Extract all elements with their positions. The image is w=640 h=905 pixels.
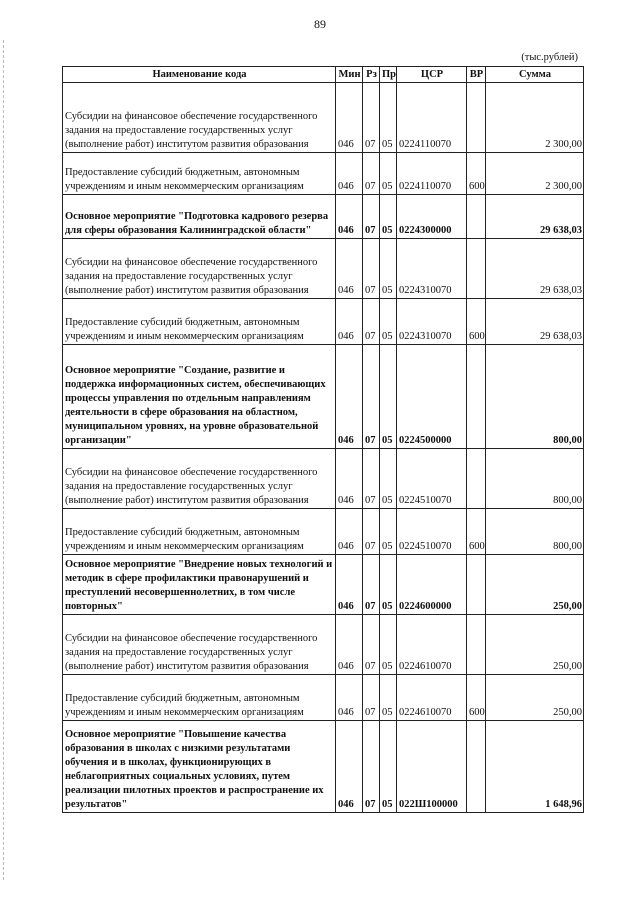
row-vr [467, 195, 486, 239]
table-row [63, 721, 584, 813]
row-csr: 0224510070 [397, 509, 467, 555]
row-sum: 800,00 [486, 449, 584, 509]
row-rz: 07 [363, 299, 380, 345]
row-pr: 05 [380, 675, 397, 721]
row-sum: 1 648,96 [486, 721, 584, 813]
row-vr [467, 83, 486, 153]
table-row [63, 555, 584, 615]
header-min: Мин [336, 67, 363, 83]
row-vr: 600 [467, 509, 486, 555]
row-min: 046 [336, 675, 363, 721]
row-rz: 07 [363, 345, 380, 449]
row-rz: 07 [363, 509, 380, 555]
row-min: 046 [336, 299, 363, 345]
row-rz: 07 [363, 555, 380, 615]
table-header-row [63, 67, 584, 83]
row-min: 046 [336, 239, 363, 299]
row-csr: 0224310070 [397, 299, 467, 345]
table-row [63, 153, 584, 195]
table-row [63, 449, 584, 509]
row-sum: 250,00 [486, 615, 584, 675]
header-vr: ВР [467, 67, 486, 83]
row-min: 046 [336, 509, 363, 555]
row-rz: 07 [363, 449, 380, 509]
row-pr: 05 [380, 615, 397, 675]
table-row [63, 83, 584, 153]
row-name: Субсидии на финансовое обеспечение государственного задания на предоставление государственных услуг (выполнение работ) институтом развития образования [63, 615, 336, 675]
row-rz: 07 [363, 239, 380, 299]
row-csr: 0224500000 [397, 345, 467, 449]
page-number: 89 [314, 17, 326, 31]
row-csr: 0224300000 [397, 195, 467, 239]
row-vr: 600 [467, 299, 486, 345]
row-name: Основное мероприятие "Подготовка кадрового резерва для сферы образования Калининградской области" [63, 195, 336, 239]
row-min: 046 [336, 721, 363, 813]
row-name: Предоставление субсидий бюджетным, автономным учреждениям и иным некоммерческим организациям [63, 299, 336, 345]
row-rz: 07 [363, 153, 380, 195]
budget-table [62, 66, 584, 813]
row-sum: 800,00 [486, 345, 584, 449]
header-name: Наименование кода [63, 67, 336, 83]
row-pr: 05 [380, 449, 397, 509]
row-pr: 05 [380, 83, 397, 153]
units-label: (тыс.рублей) [521, 52, 578, 63]
row-min: 046 [336, 555, 363, 615]
row-csr: 0224610070 [397, 675, 467, 721]
row-name: Предоставление субсидий бюджетным, автономным учреждениям и иным некоммерческим организациям [63, 509, 336, 555]
row-pr: 05 [380, 299, 397, 345]
row-csr: 0224610070 [397, 615, 467, 675]
row-vr [467, 721, 486, 813]
row-min: 046 [336, 615, 363, 675]
row-pr: 05 [380, 195, 397, 239]
row-csr: 0224110070 [397, 83, 467, 153]
table-row [63, 239, 584, 299]
table-row [63, 345, 584, 449]
row-sum: 29 638,03 [486, 299, 584, 345]
scan-margin-marks [3, 40, 5, 880]
row-rz: 07 [363, 83, 380, 153]
header-rz: Рз [363, 67, 380, 83]
row-min: 046 [336, 449, 363, 509]
row-csr: 0224110070 [397, 153, 467, 195]
row-name: Основное мероприятие "Внедрение новых технологий и методик в сфере профилактики правонарушений и преступлений несовершеннолетних, в том числе повторных" [63, 555, 336, 615]
row-vr: 600 [467, 675, 486, 721]
row-vr [467, 239, 486, 299]
row-pr: 05 [380, 345, 397, 449]
row-name: Основное мероприятие "Повышение качества образования в школах с низкими результатами обучения и в школах, функционирующих в неблагоприятных социальных условиях, путем реализации пилотных проектов и распространение их результатов" [63, 721, 336, 813]
header-pr: Пр [380, 67, 397, 83]
row-pr: 05 [380, 239, 397, 299]
table-row [63, 675, 584, 721]
row-csr: 0224600000 [397, 555, 467, 615]
row-name: Субсидии на финансовое обеспечение государственного задания на предоставление государственных услуг (выполнение работ) институтом развития образования [63, 83, 336, 153]
table-row [63, 615, 584, 675]
row-min: 046 [336, 83, 363, 153]
row-name: Основное мероприятие "Создание, развитие и поддержка информационных систем, обеспечивающих процессы управления по отдельным направлениям деятельности в сфере образования на областном, муниципальном уровнях, на уровне образовательной организации" [63, 345, 336, 449]
row-rz: 07 [363, 615, 380, 675]
row-pr: 05 [380, 509, 397, 555]
row-name: Субсидии на финансовое обеспечение государственного задания на предоставление государственных услуг (выполнение работ) институтом развития образования [63, 239, 336, 299]
row-sum: 250,00 [486, 675, 584, 721]
header-csr: ЦСР [397, 67, 467, 83]
row-name: Предоставление субсидий бюджетным, автономным учреждениям и иным некоммерческим организациям [63, 675, 336, 721]
row-vr: 600 [467, 153, 486, 195]
table-row [63, 509, 584, 555]
row-rz: 07 [363, 721, 380, 813]
row-sum: 800,00 [486, 509, 584, 555]
row-min: 046 [336, 345, 363, 449]
row-vr [467, 555, 486, 615]
row-rz: 07 [363, 195, 380, 239]
row-csr: 022Ш100000 [397, 721, 467, 813]
row-pr: 05 [380, 721, 397, 813]
row-csr: 0224510070 [397, 449, 467, 509]
row-sum: 2 300,00 [486, 83, 584, 153]
row-name: Предоставление субсидий бюджетным, автономным учреждениям и иным некоммерческим организациям [63, 153, 336, 195]
header-sum: Сумма [486, 67, 584, 83]
row-name: Субсидии на финансовое обеспечение государственного задания на предоставление государственных услуг (выполнение работ) институтом развития образования [63, 449, 336, 509]
row-pr: 05 [380, 153, 397, 195]
row-min: 046 [336, 195, 363, 239]
row-rz: 07 [363, 675, 380, 721]
row-sum: 2 300,00 [486, 153, 584, 195]
row-min: 046 [336, 153, 363, 195]
row-sum: 29 638,03 [486, 239, 584, 299]
table-row [63, 299, 584, 345]
row-sum: 29 638,03 [486, 195, 584, 239]
row-sum: 250,00 [486, 555, 584, 615]
row-pr: 05 [380, 555, 397, 615]
row-csr: 0224310070 [397, 239, 467, 299]
table-row [63, 195, 584, 239]
row-vr [467, 345, 486, 449]
row-vr [467, 449, 486, 509]
row-vr [467, 615, 486, 675]
